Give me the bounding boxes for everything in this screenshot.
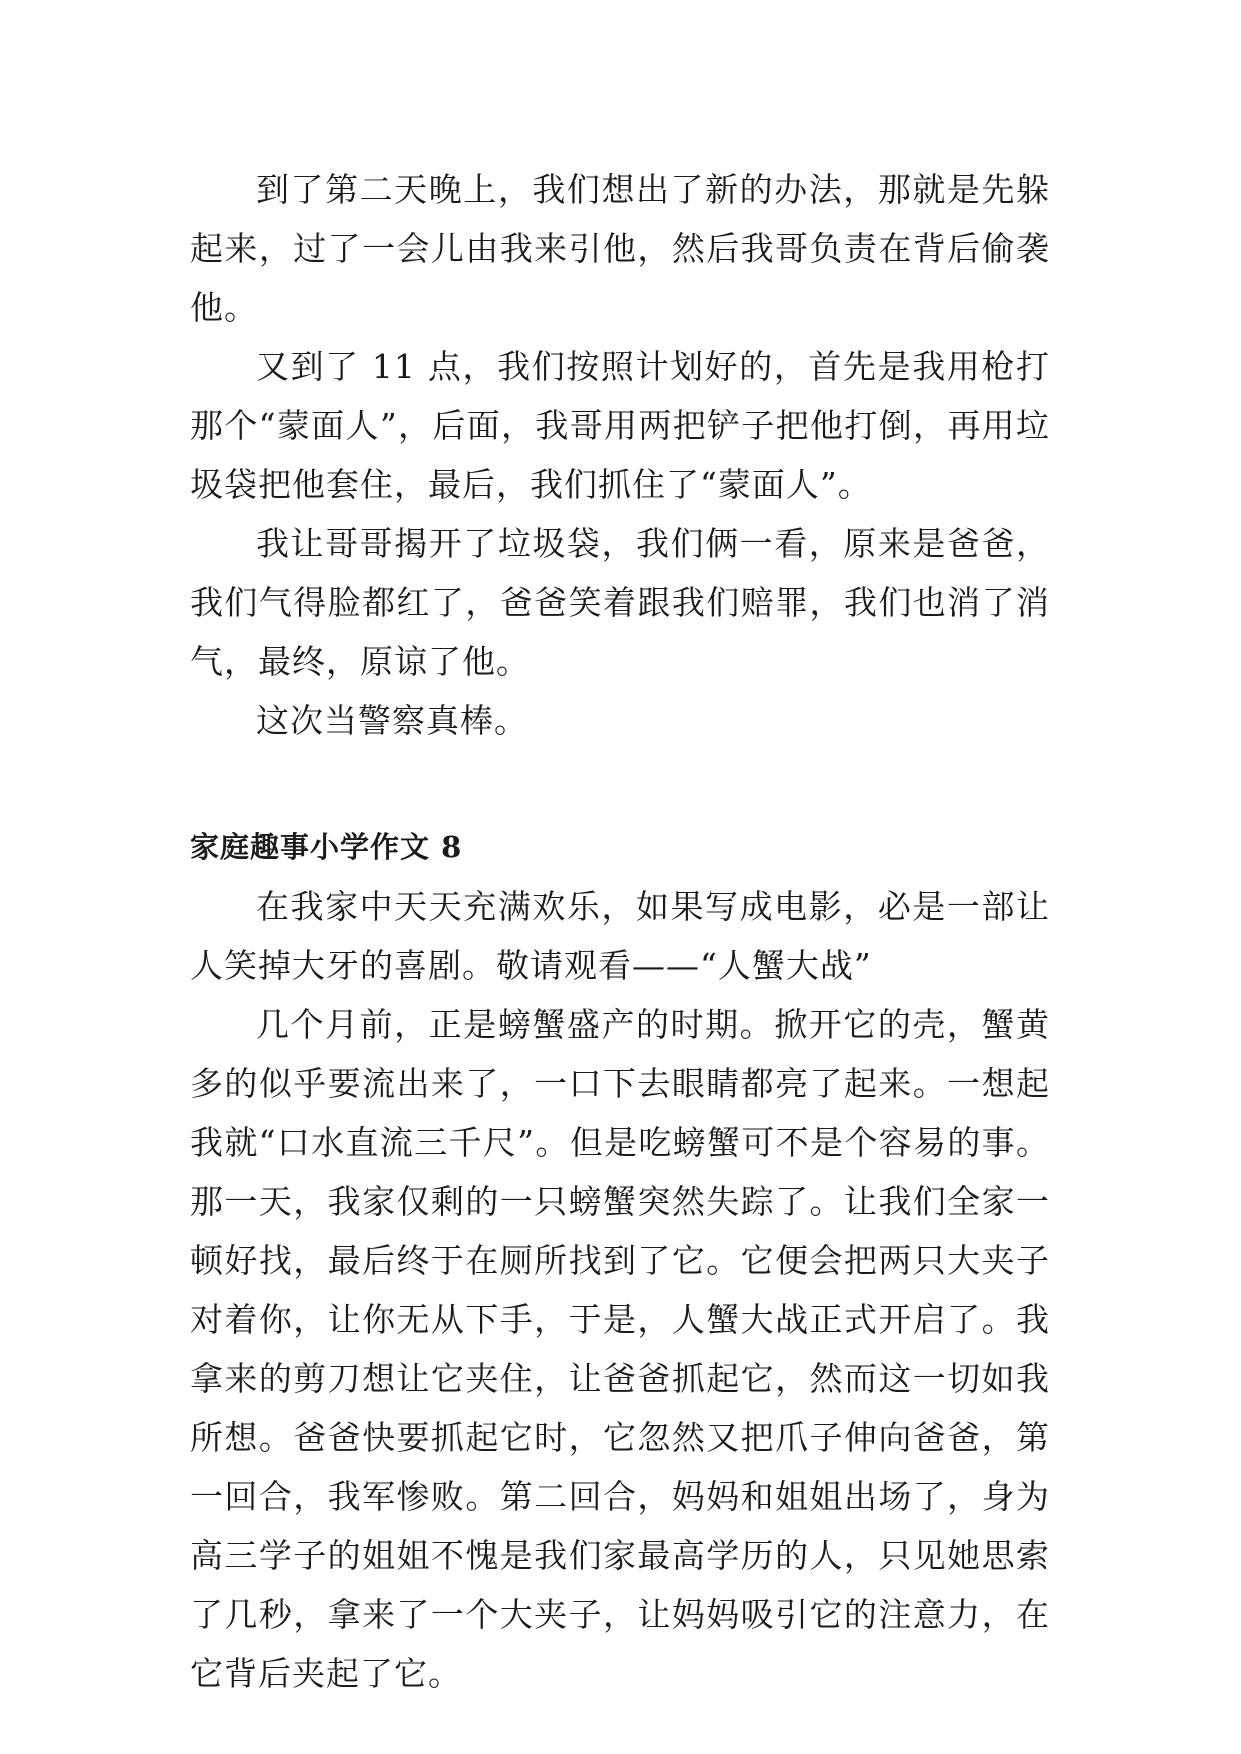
paragraph-conclusion: 这次当警察真棒。 [256,701,528,740]
paragraph-second-night: 到了第二天晚上，我们想出了新的办法，那就是先躲起来，过了一会儿由我来引他，然后我哥负责在背后偷袭他。 [190,170,1050,327]
document-body [190,160,1050,1703]
paragraph-intro: 在我家中天天充满欢乐，如果写成电影，必是一部让人笑掉大牙的喜剧。敬请观看——“人蟹大战” [190,887,1050,985]
paragraph-reveal-dad: 我让哥哥揭开了垃圾袋，我们俩一看，原来是爸爸，我们气得脸都红了，爸爸笑着跟我们赔罪，我们也消了消气，最终，原谅了他。 [190,524,1050,681]
section-title: 家庭趣事小学作文 8 [190,830,463,864]
paragraph-eleven-oclock: 又到了 11 点，我们按照计划好的，首先是我用枪打那个“蒙面人”，后面，我哥用两把铲子把他打倒，再用垃圾袋把他套住，最后，我们抓住了“蒙面人”。 [190,347,1050,504]
paragraph-crab-battle: 几个月前，正是螃蟹盛产的时期。掀开它的壳，蟹黄多的似乎要流出来了，一口下去眼睛都亮了起来。一想起我就“口水直流三千尺”。但是吃螃蟹可不是个容易的事。那一天，我家仅剩的一只螃蟹突然失踪了。让我们全家一顿好找，最后终于在厕所找到了它。它便会把两只大夹子对着你，让你无从下手，于是，人蟹大战正式开启了。我拿来的剪刀想让它夹住，让爸爸抓起它，然而这一切如我所想。爸爸快要抓起它时，它忽然又把爪子伸向爸爸，第一回合，我军惨败。第二回合，妈妈和姐姐出场了，身为高三学子的姐姐不愧是我们家最高学历的人，只见她思索了几秒，拿来了一个大夹子，让妈妈吸引它的注意力，在它背后夹起了它。 [190,1005,1050,1693]
